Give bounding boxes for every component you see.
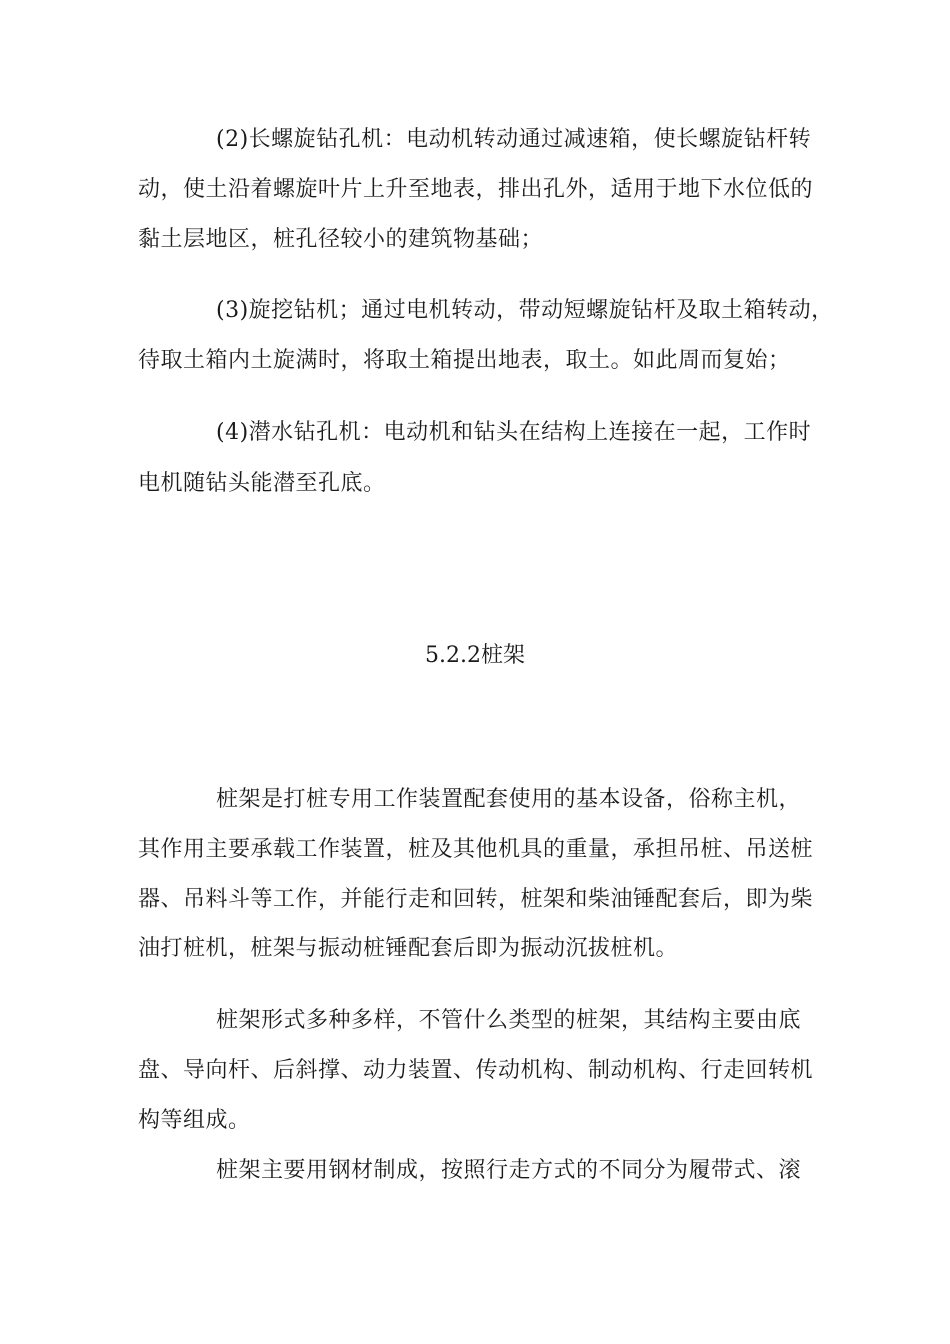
pile-frame-intro-line-4: 油打桩机，桩架与振动桩锤配套后即为振动沉拔桩机。 xyxy=(138,936,679,961)
pile-frame-structure-line-2: 盘、导向杆、后斜撑、动力装置、传动机构、制动机构、行走回转机 xyxy=(138,1058,814,1083)
pile-frame-structure-line-3: 构等组成。 xyxy=(138,1108,251,1133)
pile-frame-intro-line-1: 桩架是打桩专用工作装置配套使用的基本设备，俗称主机， xyxy=(216,787,802,812)
pile-frame-structure-line-1: 桩架形式多种多样，不管什么类型的桩架，其结构主要由底 xyxy=(216,1008,802,1033)
paragraph-4-line-2: 电机随钻头能潜至孔底。 xyxy=(138,471,386,496)
paragraph-2-line-2: 动，使土沿着螺旋叶片上升至地表，排出孔外，适用于地下水位低的 xyxy=(138,177,814,202)
paragraph-4-line-1: (4)潜水钻孔机：电动机和钻头在结构上连接在一起，工作时 xyxy=(216,420,812,445)
paragraph-2-line-3: 黏土层地区，桩孔径较小的建筑物基础； xyxy=(138,227,544,252)
paragraph-2-line-1: (2)长螺旋钻孔机：电动机转动通过减速箱，使长螺旋钻杆转 xyxy=(216,127,812,152)
paragraph-3-line-2: 待取土箱内土旋满时，将取土箱提出地表，取土。如此周而复始； xyxy=(138,348,791,373)
section-heading: 5.2.2桩架 xyxy=(425,643,525,668)
pile-frame-intro-line-3: 器、吊料斗等工作，并能行走和回转，桩架和柴油锤配套后，即为柴 xyxy=(138,887,814,912)
pile-frame-material-line-1: 桩架主要用钢材制成，按照行走方式的不同分为履带式、滚 xyxy=(216,1158,802,1183)
paragraph-3-line-1: (3)旋挖钻机；通过电机转动，带动短螺旋钻杆及取土箱转动， xyxy=(216,298,834,323)
pile-frame-intro-line-2: 其作用主要承载工作装置，桩及其他机具的重量，承担吊桩、吊送桩 xyxy=(138,837,814,862)
